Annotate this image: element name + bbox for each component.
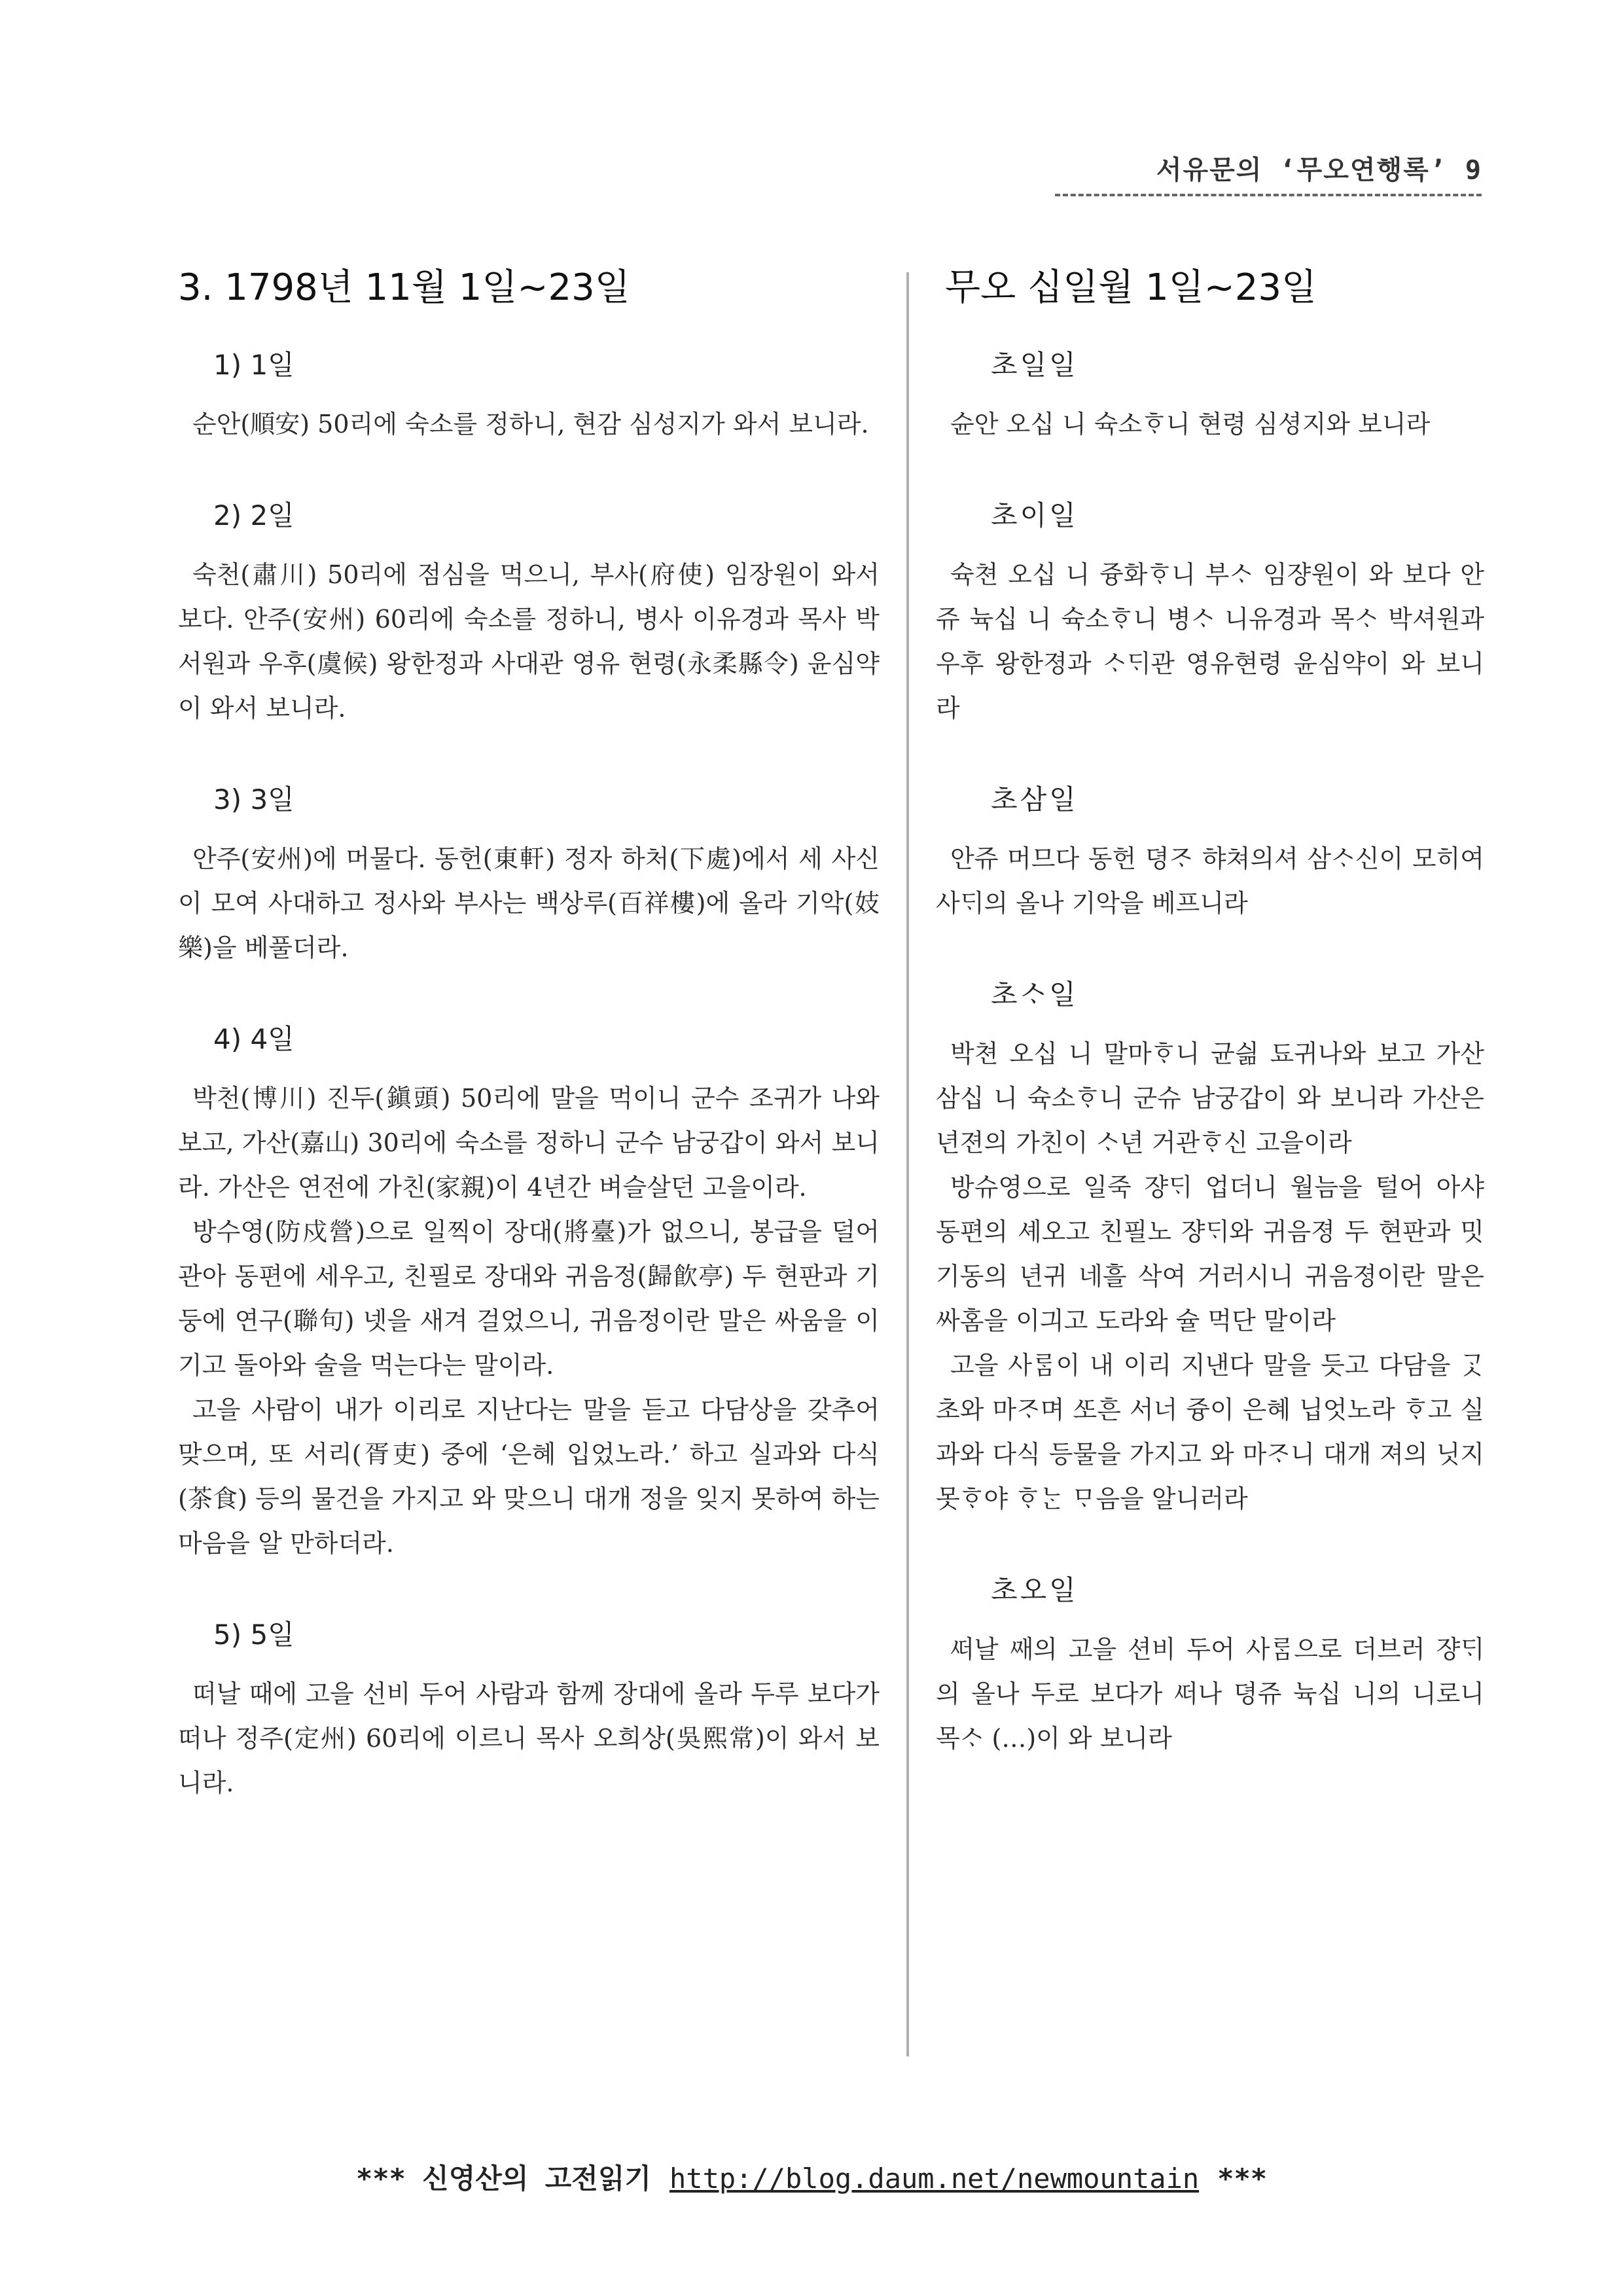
section-title: 3. 1798년 11월 1일~23일: [178, 266, 630, 309]
blog-link[interactable]: http://blog.daum.net/newmountain: [669, 2162, 1200, 2195]
day-entry: [178, 1611, 880, 1805]
page-footer: [0, 2157, 1623, 2197]
modern-translation-column: [178, 257, 880, 1805]
day-paragraph: 박쳔 오십 니 말마ᄒᆞ니 균싊 됴귀나와 보고 가산 삼십 니 슉소ᄒᆞ니 군슈 남궁갑이 와 보니라 가산은 년젼의 가친이 ᄉᆞ년 거관ᄒᆞ신 고을이라: [936, 1039, 1484, 1157]
day-entry: [936, 342, 1484, 446]
day-heading: 초이일: [991, 499, 1079, 531]
day-paragraph: 방수영(防戍營)으로 일찍이 장대(將臺)가 없으니, 봉급을 덜어 관아 동편에 세우고, 친필로 장대와 귀음정(歸飮亭) 두 현판과 기둥에 연구(聯句) 넷을 새겨 걸었으니, 귀음정이란 말은 싸움을 이기고 돌아와 술을 먹는다는 말이라.: [178, 1217, 880, 1380]
day-paragraph: 순안(順安) 50리에 숙소를 정하니, 현감 심성지가 와서 보니라.: [192, 410, 869, 439]
day-paragraph: 안쥬 머므다 동헌 뎡ᄌᆞ 햐쳐의셔 삼ᄉᆞ신이 모히여 사ᄃᆡ의 올나 기악을 베프니라: [936, 844, 1484, 918]
header-title: 서유문의 ‘무오연행록’: [1156, 155, 1447, 185]
day-entry: [178, 492, 880, 730]
day-paragraph: 숙천(肅川) 50리에 점심을 먹으니, 부사(府使) 임장원이 와서 보다. 안주(安州) 60리에 숙소를 정하니, 병사 이유경과 목사 박서원과 우후(虞候) 왕한정과 사대관 영유 현령(永柔縣令) 윤심약이 와서 보니라.: [178, 560, 880, 723]
day-paragraph: 고을 사ᄅᆞᆷ이 내 이리 지낸다 말을 듯고 다담을 ᄀᆞᆺ초와 마ᄌᆞ며 ᄯᅩ흔 서너 즁이 은혜 닙엇노라 ᄒᆞ고 실과와 다식 등물을 가지고 와 마ᄌᆞ니 대개 져의 닛지 못ᄒᆞ야 ᄒᆞᄂᆞᆫ ᄆᆞ음을 알니러라: [936, 1351, 1484, 1513]
day-heading: 3) 3일: [213, 783, 294, 816]
footer-suffix: ***: [1217, 2162, 1268, 2195]
day-entry: [936, 971, 1484, 1521]
day-paragraph: 슉쳔 오십 니 즁화ᄒᆞ니 부ᄉᆞ 임쟝원이 와 보다 안쥬 뉵십 니 슉소ᄒᆞ니 병ᄉᆞ 니유경과 목ᄉᆞ 박셔원과 우후 왕한졍과 ᄉᆞᄃᆡ관 영유현령 윤심약이 와 보니라: [936, 560, 1484, 723]
day-heading: 초오일: [991, 1574, 1079, 1606]
day-entry: [178, 342, 880, 446]
day-paragraph: 안주(安州)에 머물다. 동헌(東軒) 정자 하처(下處)에서 세 사신이 모여 사대하고 정사와 부사는 백상루(百祥樓)에 올라 기악(妓樂)을 베풀더라.: [178, 844, 880, 962]
day-entry: [178, 1016, 880, 1566]
day-paragraph: 방슈영으로 일죽 쟝ᄃᆡ 업더니 월늠을 털어 아샤 동편의 셰오고 친필노 쟝ᄃᆡ와 귀음졍 두 현판과 밋 기동의 년귀 네흘 삭여 거러시니 귀음졍이란 말은 싸홈을 이긔고 도라와 슐 먹단 말이라: [936, 1173, 1484, 1335]
day-entry: [936, 776, 1484, 925]
section-title: 무오 십일월 1일~23일: [945, 266, 1317, 309]
column-divider: [906, 272, 909, 2056]
day-paragraph: 박천(博川) 진두(鎭頭) 50리에 말을 먹이니 군수 조귀가 나와 보고, 가산(嘉山) 30리에 숙소를 정하니 군수 남궁갑이 와서 보니라. 가산은 연전에 가친(家親)이 4년간 벼슬살던 고을이라.: [178, 1084, 880, 1202]
day-heading: 초일일: [991, 349, 1079, 381]
day-paragraph: 고을 사람이 내가 이리로 지난다는 말을 듣고 다담상을 갖추어 맞으며, 또 서리(胥吏) 중에 ‘은혜 입었노라.’ 하고 실과와 다식(茶食) 등의 물건을 가지고 와 맞으니 대개 정을 잊지 못하여 하는 마음을 알 만하더라.: [178, 1395, 880, 1558]
day-heading: 초ᄉᆞ일: [991, 978, 1079, 1011]
footer-prefix: *** 신영산의 고전읽기: [355, 2162, 651, 2195]
day-heading: 1) 1일: [213, 349, 294, 381]
day-paragraph: ᄯᅥ날 ᄶᅢ의 고을 션비 두어 사ᄅᆞᆷ으로 더브러 쟝ᄃᆡ의 올나 두로 보다가 ᄯᅥ나 뎡쥬 뉵십 니의 니로니 목ᄉᆞ (…)이 와 보니라: [936, 1635, 1484, 1753]
day-heading: 초삼일: [991, 783, 1079, 816]
day-paragraph: 떠날 때에 고을 선비 두어 사람과 함께 장대에 올라 두루 보다가 떠나 정주(定州) 60리에 이르니 목사 오희상(吳熙常)이 와서 보니라.: [178, 1679, 880, 1797]
running-header: [1156, 149, 1482, 187]
day-heading: 4) 4일: [213, 1023, 294, 1055]
day-heading: 2) 2일: [213, 499, 294, 531]
day-entry: [178, 776, 880, 970]
day-heading: 5) 5일: [213, 1619, 294, 1651]
header-dashed-rule: [1055, 194, 1482, 196]
page-number: 9: [1465, 155, 1482, 185]
original-text-column: [936, 257, 1484, 1761]
day-entry: [936, 1567, 1484, 1761]
day-entry: [936, 492, 1484, 730]
day-paragraph: 슌안 오십 니 슉소ᄒᆞ니 현령 심셩지와 보니라: [950, 410, 1431, 439]
